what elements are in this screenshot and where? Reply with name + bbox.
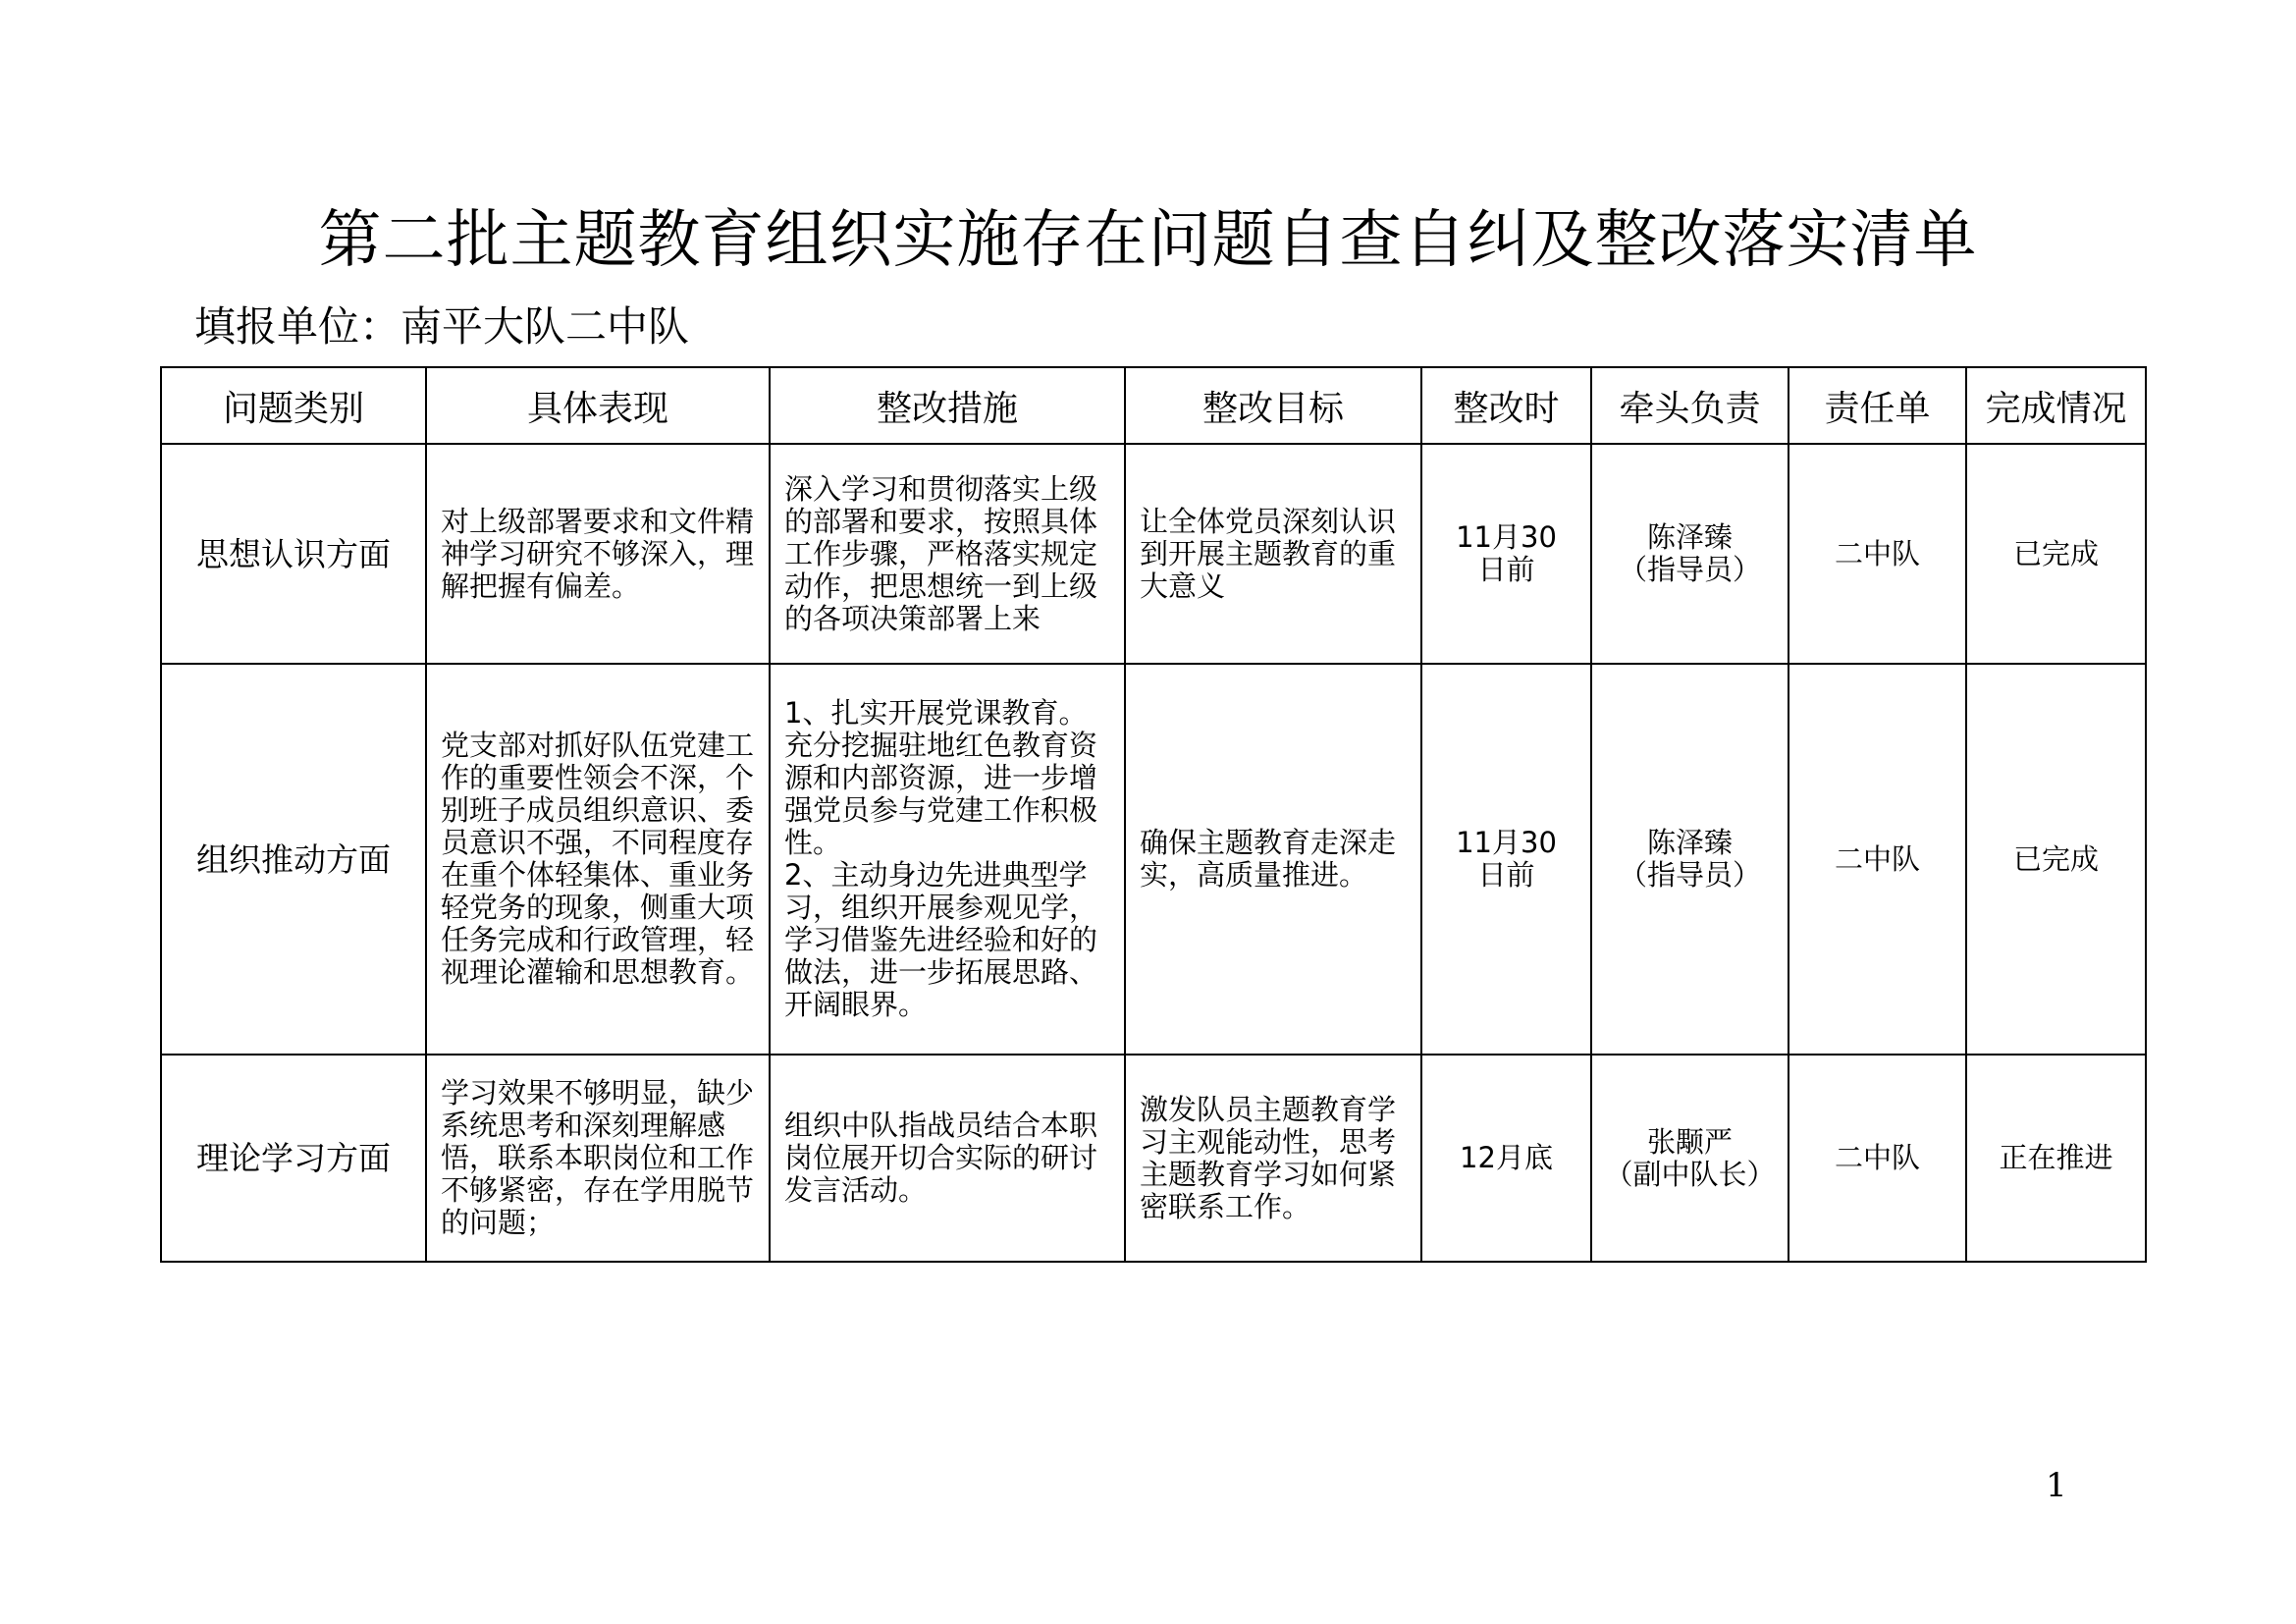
page-number: 1 xyxy=(2046,1466,2067,1505)
table-row xyxy=(161,664,2146,1055)
row-status: 正在推进 xyxy=(1966,1055,2146,1262)
row-deadline: 11月30 日前 xyxy=(1421,664,1591,1055)
row-deadline: 12月底 xyxy=(1421,1055,1591,1262)
row-category: 思想认识方面 xyxy=(161,444,426,664)
header-lead: 牵头负责 xyxy=(1591,367,1789,444)
table-row xyxy=(161,1055,2146,1262)
row-manifestation: 对上级部署要求和文件精神学习研究不够深入，理解把握有偏差。 xyxy=(426,444,770,664)
row-unit: 二中队 xyxy=(1789,1055,1966,1262)
reporting-unit: 填报单位：南平大队二中队 xyxy=(194,302,690,351)
header-measures: 整改措施 xyxy=(770,367,1125,444)
row-manifestation: 学习效果不够明显，缺少系统思考和深刻理解感悟，联系本职岗位和工作不够紧密，存在学用脱节的问题； xyxy=(426,1055,770,1262)
row-lead: 陈泽臻 （指导员） xyxy=(1591,664,1789,1055)
rectification-checklist-table xyxy=(160,366,2147,1263)
row-category: 理论学习方面 xyxy=(161,1055,426,1262)
table-header-row xyxy=(161,367,2146,444)
header-deadline: 整改时 xyxy=(1421,367,1591,444)
row-status: 已完成 xyxy=(1966,444,2146,664)
header-manifestation: 具体表现 xyxy=(426,367,770,444)
row-measures: 1、扎实开展党课教育。充分挖掘驻地红色教育资源和内部资源，进一步增强党员参与党建工作积极性。 2、主动身边先进典型学习，组织开展参观见学，学习借鉴先进经验和好的做法，进一步拓展思路、开阔眼界。 xyxy=(770,664,1125,1055)
header-status: 完成情况 xyxy=(1966,367,2146,444)
row-category: 组织推动方面 xyxy=(161,664,426,1055)
row-measures: 深入学习和贯彻落实上级的部署和要求，按照具体工作步骤，严格落实规定动作，把思想统一到上级的各项决策部署上来 xyxy=(770,444,1125,664)
row-unit: 二中队 xyxy=(1789,664,1966,1055)
header-goal: 整改目标 xyxy=(1125,367,1421,444)
row-unit: 二中队 xyxy=(1789,444,1966,664)
header-unit: 责任单 xyxy=(1789,367,1966,444)
row-goal: 激发队员主题教育学习主观能动性，思考主题教育学习如何紧密联系工作。 xyxy=(1125,1055,1421,1262)
row-status: 已完成 xyxy=(1966,664,2146,1055)
header-category: 问题类别 xyxy=(161,367,426,444)
row-goal: 确保主题教育走深走实，高质量推进。 xyxy=(1125,664,1421,1055)
row-deadline: 11月30 日前 xyxy=(1421,444,1591,664)
table-row xyxy=(161,444,2146,664)
row-lead: 张颙严 （副中队长） xyxy=(1591,1055,1789,1262)
row-measures: 组织中队指战员结合本职岗位展开切合实际的研讨发言活动。 xyxy=(770,1055,1125,1262)
row-manifestation: 党支部对抓好队伍党建工作的重要性领会不深，个别班子成员组织意识、委员意识不强，不同程度存在重个体轻集体、重业务轻党务的现象，侧重大项任务完成和行政管理，轻视理论灌输和思想教育。 xyxy=(426,664,770,1055)
row-goal: 让全体党员深刻认识到开展主题教育的重大意义 xyxy=(1125,444,1421,664)
document-title: 第二批主题教育组织实施存在问题自查自纠及整改落实清单 xyxy=(318,204,1978,277)
row-lead: 陈泽臻 （指导员） xyxy=(1591,444,1789,664)
